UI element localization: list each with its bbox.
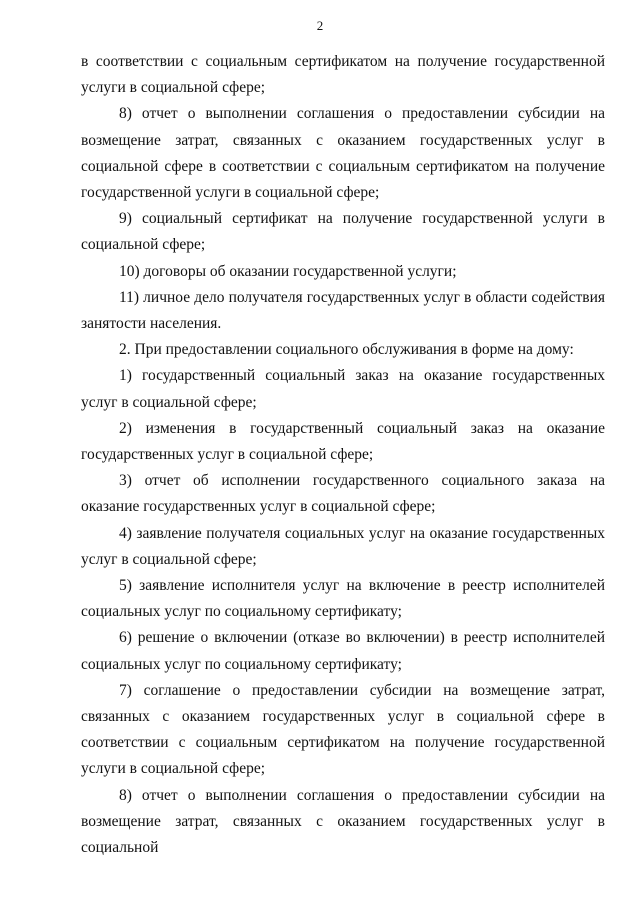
document-body (81, 49, 605, 861)
page-number: 2 (316, 18, 324, 33)
paragraph: 1) государственный социальный заказ на оказание государственных услуг в социальной сфере; (81, 367, 605, 411)
paragraph: в соответствии с социальным сертификатом на получение государственной услуги в социальной сфере; (81, 53, 605, 97)
paragraph: 5) заявление исполнителя услуг на включение в реестр исполнителей социальных услуг по социальному сертификату; (81, 577, 605, 621)
paragraph: 7) соглашение о предоставлении субсидии на возмещение затрат, связанных с оказанием государственных услуг в социальной сфере в соответствии с социальным сертификатом на получение государственной услуги в социальной сфере; (81, 681, 605, 778)
paragraph: 6) решение о включении (отказе во включении) в реестр исполнителей социальных услуг по социальному сертификату; (81, 629, 605, 673)
paragraph: 2) изменения в государственный социальный заказ на оказание государственных услуг в социальной сфере; (81, 419, 605, 464)
paragraph: 10) договоры об оказании государственной услуги; (119, 262, 457, 280)
paragraph: 4) заявление получателя социальных услуг на оказание государственных услуг в социальной сфере; (81, 524, 605, 568)
paragraph: 11) личное дело получателя государственных услуг в области содействия занятости населения. (81, 288, 605, 333)
paragraph: 3) отчет об исполнении государственного социального заказа на оказание государственных услуг в социальной сфере; (81, 472, 605, 516)
paragraph: 8) отчет о выполнении соглашения о предоставлении субсидии на возмещение затрат, связанных с оказанием государственных услуг в социальной (81, 786, 605, 857)
paragraph: 2. При предоставлении социального обслуживания в форме на дому: (119, 341, 574, 359)
paragraph: 9) социальный сертификат на получение государственной услуги в социальной сфере; (81, 210, 605, 254)
paragraph: 8) отчет о выполнении соглашения о предоставлении субсидии на возмещение затрат, связанных с оказанием государственных услуг в социальной сфере в соответствии с социальным сертификатом на получение государственной услуги в социальной сфере; (81, 105, 605, 202)
